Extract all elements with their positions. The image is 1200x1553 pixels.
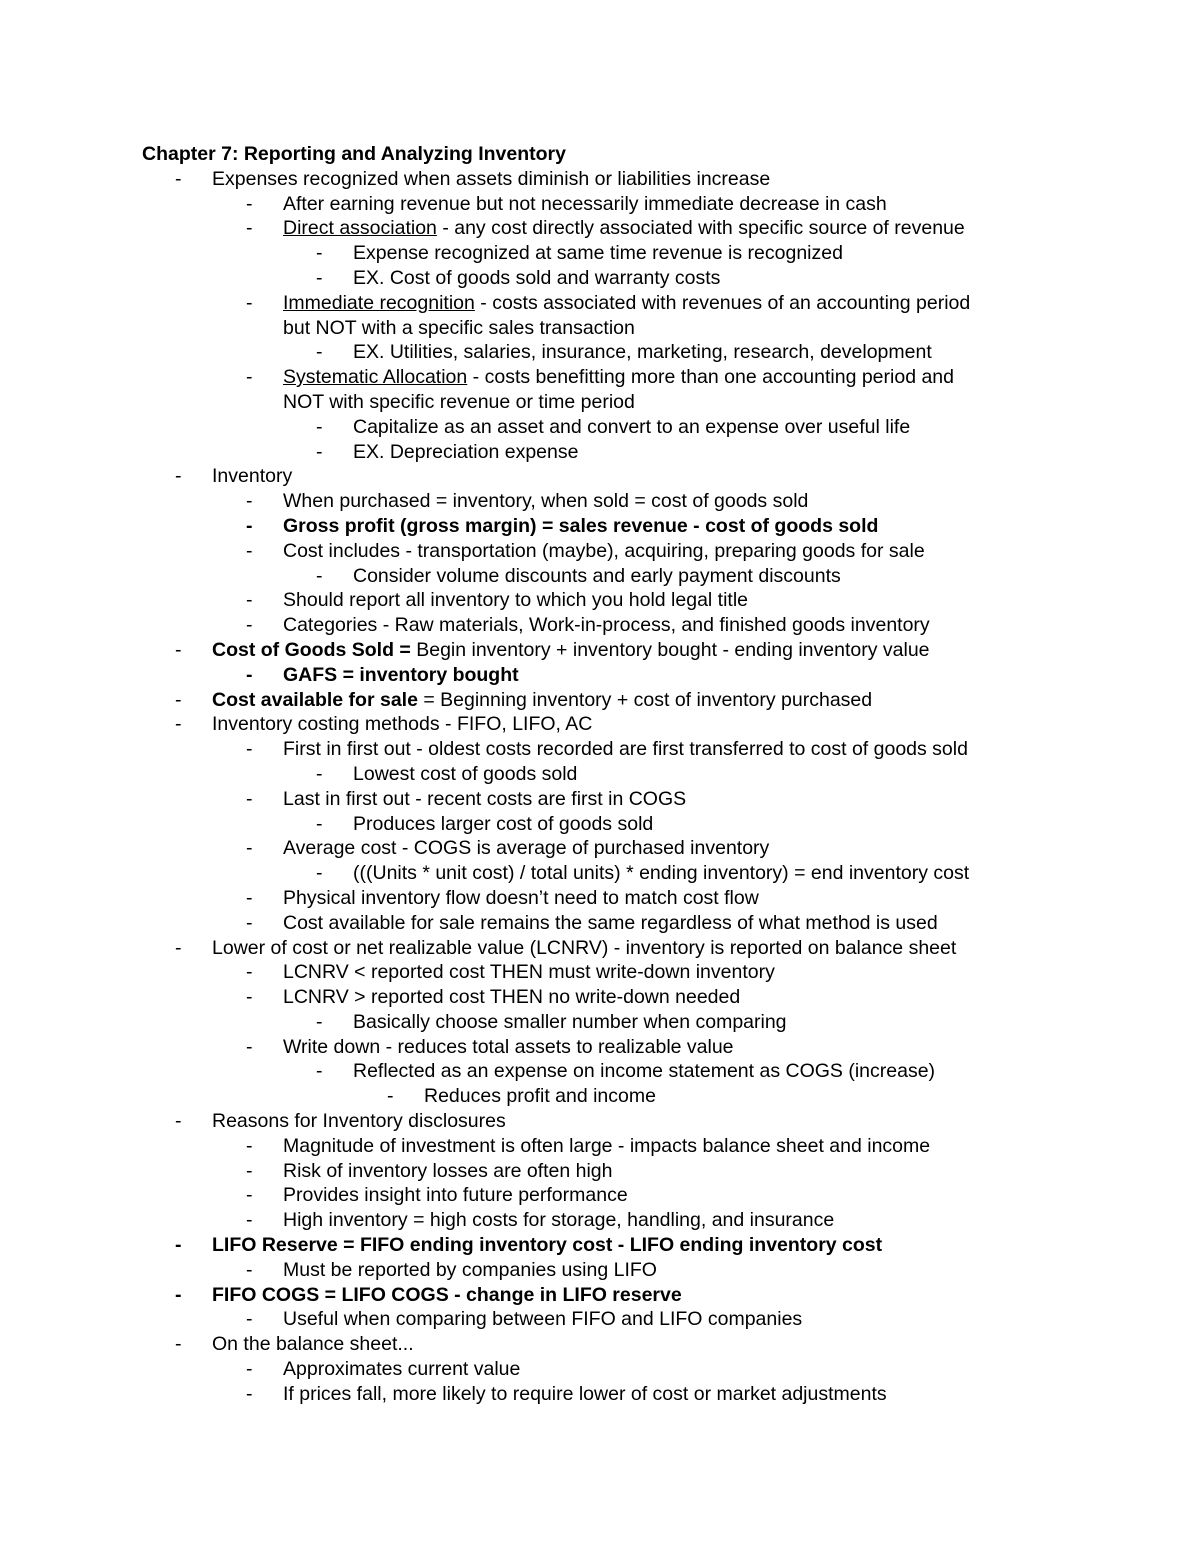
list-item	[0, 291, 1200, 316]
text-segment: - costs benefitting more than one accounting period and	[467, 366, 954, 389]
list-item-text	[353, 1010, 787, 1035]
list-item-text	[283, 365, 954, 390]
bullet-dash: -	[175, 1333, 182, 1356]
list-item-text	[283, 960, 775, 985]
bullet-dash: -	[246, 961, 253, 984]
bullet-dash: -	[246, 663, 253, 686]
list-item-text	[283, 1208, 834, 1233]
list-item	[0, 192, 1200, 217]
term-underlined: Immediate recognition	[283, 291, 475, 314]
list-item-text	[283, 1307, 802, 1332]
text-segment: Produces larger cost of goods sold	[353, 812, 654, 835]
bullet-dash: -	[175, 713, 182, 736]
bullet-dash: -	[246, 589, 253, 612]
text-segment: EX. Cost of goods sold and warranty costs	[353, 266, 721, 289]
list-item-text	[283, 192, 887, 217]
list-item	[0, 241, 1200, 266]
list-item-text	[283, 1159, 613, 1184]
list-item-text	[283, 539, 925, 564]
list-item-text	[283, 886, 759, 911]
list-item-text	[283, 663, 519, 688]
list-item-continuation	[0, 316, 1200, 341]
text-segment: Reduces profit and income	[424, 1085, 656, 1108]
bullet-dash: -	[316, 266, 323, 289]
bullet-dash: -	[246, 911, 253, 934]
list-item-text	[353, 762, 577, 787]
list-item-text	[283, 1134, 930, 1159]
text-segment: Inventory	[212, 465, 293, 488]
bullet-dash: -	[246, 366, 253, 389]
list-item	[0, 1059, 1200, 1084]
text-segment: Basically choose smaller number when comparing	[353, 1010, 787, 1033]
list-item	[0, 1357, 1200, 1382]
bullet-dash: -	[175, 688, 182, 711]
bullet-dash: -	[246, 490, 253, 513]
document-title: Chapter 7: Reporting and Analyzing Inventory	[142, 143, 566, 165]
bullet-dash: -	[316, 415, 323, 438]
list-item	[0, 365, 1200, 390]
bullet-dash: -	[246, 614, 253, 637]
list-item-text	[353, 812, 653, 837]
text-segment: Cost available for sale remains the same regardless of what method is used	[283, 911, 938, 934]
list-item-text	[424, 1084, 656, 1109]
list-item	[0, 1307, 1200, 1332]
bullet-dash: -	[316, 440, 323, 463]
list-item-text	[283, 514, 878, 539]
bullet-dash: -	[316, 341, 323, 364]
list-item	[0, 1208, 1200, 1233]
list-item-text	[283, 1183, 628, 1208]
text-bold: Cost of Goods Sold =	[212, 638, 417, 661]
list-item-text	[283, 588, 748, 613]
list-item-text	[283, 737, 968, 762]
text-segment: Magnitude of investment is often large - impacts balance sheet and income	[283, 1134, 931, 1157]
list-item	[0, 638, 1200, 663]
text-segment: Reflected as an expense on income statement as COGS (increase)	[353, 1060, 936, 1083]
text-segment: Should report all inventory to which you hold legal title	[283, 589, 749, 612]
text-segment: LCNRV > reported cost THEN no write-down needed	[283, 986, 741, 1009]
list-item	[0, 440, 1200, 465]
list-item-text	[283, 985, 740, 1010]
list-item	[0, 836, 1200, 861]
bullet-dash: -	[246, 787, 253, 810]
bullet-dash: -	[246, 539, 253, 562]
text-segment: EX. Depreciation expense	[353, 440, 579, 463]
text-segment: First in first out - oldest costs recorded are first transferred to cost of goods sold	[283, 738, 968, 761]
text-segment: Physical inventory flow doesn’t need to match cost flow	[283, 886, 759, 909]
list-item	[0, 613, 1200, 638]
list-item	[0, 911, 1200, 936]
text-segment: Categories - Raw materials, Work-in-process, and finished goods inventory	[283, 614, 930, 637]
list-item-text	[283, 216, 965, 241]
text-segment: Last in first out - recent costs are first in COGS	[283, 787, 687, 810]
list-item	[0, 712, 1200, 737]
list-item	[0, 564, 1200, 589]
text-segment: EX. Utilities, salaries, insurance, marketing, research, development	[353, 341, 932, 364]
text-segment: Lower of cost or net realizable value (LCNRV) - inventory is reported on balance sheet	[212, 936, 957, 959]
list-item-text	[353, 241, 843, 266]
list-item	[0, 489, 1200, 514]
list-item	[0, 1183, 1200, 1208]
text-bold: FIFO COGS = LIFO COGS - change in LIFO reserve	[212, 1283, 682, 1306]
list-item-text	[283, 1357, 520, 1382]
list-item	[0, 1258, 1200, 1283]
bullet-dash: -	[316, 812, 323, 835]
bullet-dash: -	[316, 242, 323, 265]
bullet-dash: -	[175, 1234, 182, 1257]
bullet-dash: -	[175, 936, 182, 959]
list-item-text	[353, 861, 969, 886]
text-segment: Provides insight into future performance	[283, 1184, 628, 1207]
text-segment: Expenses recognized when assets diminish or liabilities increase	[212, 167, 771, 190]
list-item-text	[283, 390, 635, 415]
list-item	[0, 340, 1200, 365]
text-segment: Cost includes - transportation (maybe), acquiring, preparing goods for sale	[283, 539, 925, 562]
text-segment: High inventory = high costs for storage, handling, and insurance	[283, 1209, 835, 1232]
list-item-text	[353, 1059, 935, 1084]
list-item-text	[283, 1382, 887, 1407]
list-item-text	[283, 1035, 734, 1060]
bullet-dash: -	[316, 1060, 323, 1083]
bullet-dash: -	[246, 1035, 253, 1058]
list-item-text	[212, 1283, 682, 1308]
list-item	[0, 1084, 1200, 1109]
list-item	[0, 861, 1200, 886]
list-item	[0, 1134, 1200, 1159]
list-item-text	[212, 638, 930, 663]
list-item-text	[353, 415, 910, 440]
bullet-dash: -	[316, 862, 323, 885]
list-item	[0, 787, 1200, 812]
text-segment: After earning revenue but not necessarily immediate decrease in cash	[283, 192, 887, 215]
list-item	[0, 216, 1200, 241]
text-segment: Capitalize as an asset and convert to an expense over useful life	[353, 415, 911, 438]
bullet-dash: -	[316, 564, 323, 587]
list-item	[0, 539, 1200, 564]
list-item-text	[212, 464, 292, 489]
bullet-dash: -	[246, 1358, 253, 1381]
text-segment: Must be reported by companies using LIFO	[283, 1258, 657, 1281]
list-item-text	[283, 787, 686, 812]
text-bold: Cost available for sale	[212, 688, 418, 711]
text-segment: = Beginning inventory + cost of inventory purchased	[417, 688, 873, 711]
bullet-dash: -	[246, 1382, 253, 1405]
list-item-text	[283, 489, 808, 514]
text-bold: GAFS = inventory bought	[283, 663, 519, 686]
document-page	[0, 142, 1200, 1407]
list-item	[0, 1109, 1200, 1134]
list-item-text	[283, 836, 769, 861]
list-item	[0, 167, 1200, 192]
list-item	[0, 1233, 1200, 1258]
list-item	[0, 762, 1200, 787]
list-item-text	[283, 911, 938, 936]
bullet-dash: -	[316, 1010, 323, 1033]
bullet-dash: -	[387, 1085, 394, 1108]
bullet-dash: -	[246, 291, 253, 314]
list-item-continuation	[0, 390, 1200, 415]
text-segment: Write down - reduces total assets to realizable value	[283, 1035, 734, 1058]
text-segment: If prices fall, more likely to require lower of cost or market adjustments	[283, 1382, 887, 1405]
term-underlined: Systematic Allocation	[283, 366, 468, 389]
text-segment: NOT with specific revenue or time period	[283, 390, 635, 413]
text-segment: Begin inventory + inventory bought - ending inventory value	[416, 638, 930, 661]
bullet-dash: -	[175, 1283, 182, 1306]
list-item	[0, 1159, 1200, 1184]
list-item-text	[353, 340, 932, 365]
list-item	[0, 960, 1200, 985]
bullet-dash: -	[175, 638, 182, 661]
bullet-dash: -	[246, 1209, 253, 1232]
bullet-dash: -	[246, 1159, 253, 1182]
bullet-dash: -	[246, 1258, 253, 1281]
bullet-dash: -	[246, 1134, 253, 1157]
text-segment: but NOT with a specific sales transaction	[283, 316, 635, 339]
text-segment: On the balance sheet...	[212, 1333, 414, 1356]
list-item-text	[212, 167, 770, 192]
list-item-text	[212, 1109, 506, 1134]
list-item-text	[212, 712, 592, 737]
list-item	[0, 588, 1200, 613]
list-item	[0, 812, 1200, 837]
text-bold: Gross profit (gross margin) = sales revenue - cost of goods sold	[283, 514, 879, 537]
text-segment: Risk of inventory losses are often high	[283, 1159, 613, 1182]
text-segment: Average cost - COGS is average of purchased inventory	[283, 837, 770, 860]
list-item-text	[353, 440, 578, 465]
list-item-text	[283, 291, 970, 316]
list-item	[0, 886, 1200, 911]
outline-list	[0, 167, 1200, 1407]
list-item	[0, 1010, 1200, 1035]
list-item	[0, 663, 1200, 688]
text-segment: Expense recognized at same time revenue is recognized	[353, 242, 843, 265]
list-item	[0, 1035, 1200, 1060]
text-segment: Consider volume discounts and early payment discounts	[353, 564, 841, 587]
bullet-dash: -	[246, 986, 253, 1009]
list-item-text	[283, 1258, 657, 1283]
list-item-text	[283, 613, 930, 638]
list-item-text	[353, 266, 720, 291]
list-item	[0, 1382, 1200, 1407]
term-underlined: Direct association	[283, 217, 437, 240]
list-item	[0, 1283, 1200, 1308]
text-segment: - costs associated with revenues of an accounting period	[474, 291, 971, 314]
list-item-text	[212, 1233, 882, 1258]
text-segment: Reasons for Inventory disclosures	[212, 1110, 506, 1133]
text-segment: Approximates current value	[283, 1358, 521, 1381]
text-segment: When purchased = inventory, when sold = cost of goods sold	[283, 490, 809, 513]
list-item-text	[212, 936, 956, 961]
bullet-dash: -	[246, 837, 253, 860]
list-item-text	[212, 688, 872, 713]
text-segment: - any cost directly associated with specific source of revenue	[436, 217, 965, 240]
list-item-text	[283, 316, 635, 341]
list-item	[0, 415, 1200, 440]
list-item	[0, 985, 1200, 1010]
bullet-dash: -	[175, 167, 182, 190]
text-segment: Inventory costing methods - FIFO, LIFO, AC	[212, 713, 593, 736]
list-item-text	[353, 564, 841, 589]
list-item	[0, 688, 1200, 713]
list-item	[0, 936, 1200, 961]
bullet-dash: -	[316, 762, 323, 785]
text-segment: (((Units * unit cost) / total units) * ending inventory) = end inventory cost	[353, 862, 970, 885]
bullet-dash: -	[246, 217, 253, 240]
list-item	[0, 1332, 1200, 1357]
bullet-dash: -	[175, 1110, 182, 1133]
bullet-dash: -	[246, 1308, 253, 1331]
text-bold: LIFO Reserve = FIFO ending inventory cost - LIFO ending inventory cost	[212, 1234, 883, 1257]
bullet-dash: -	[246, 886, 253, 909]
bullet-dash: -	[246, 738, 253, 761]
list-item	[0, 266, 1200, 291]
text-segment: Lowest cost of goods sold	[353, 762, 578, 785]
text-segment: Useful when comparing between FIFO and LIFO companies	[283, 1308, 803, 1331]
bullet-dash: -	[246, 1184, 253, 1207]
list-item	[0, 737, 1200, 762]
bullet-dash: -	[175, 465, 182, 488]
bullet-dash: -	[246, 514, 253, 537]
list-item	[0, 464, 1200, 489]
text-segment: LCNRV < reported cost THEN must write-down inventory	[283, 961, 775, 984]
bullet-dash: -	[246, 192, 253, 215]
list-item	[0, 514, 1200, 539]
list-item-text	[212, 1332, 414, 1357]
